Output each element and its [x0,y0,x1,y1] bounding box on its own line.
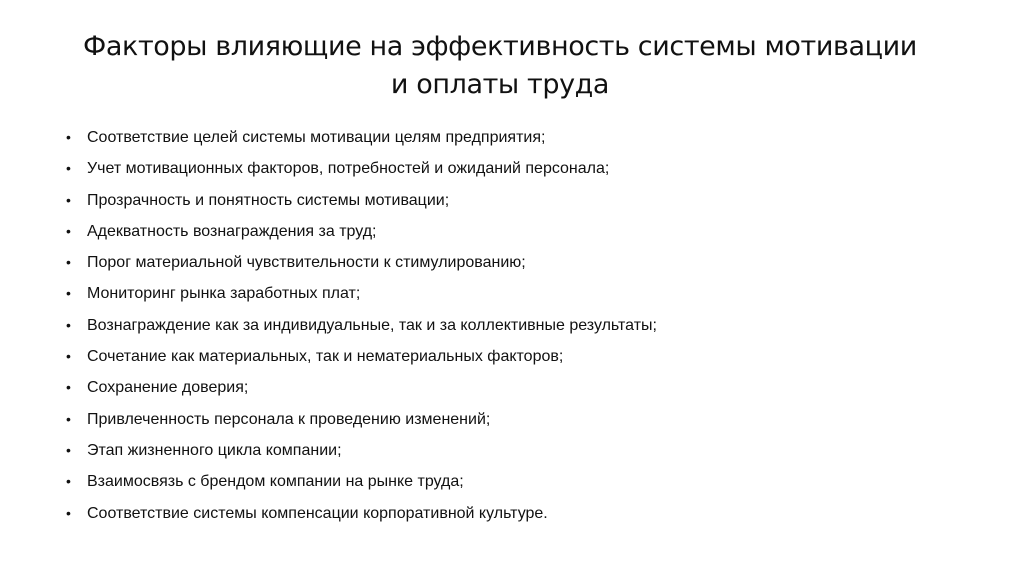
list-item-text: Соответствие целей системы мотивации целям предприятия; [87,129,546,146]
list-item [66,247,966,278]
bullet-icon: • [66,504,71,521]
list-item-text: Прозрачность и понятность системы мотивации; [87,191,450,209]
bullet-icon: • [66,348,71,365]
bullet-icon: • [66,160,71,177]
list-item [66,466,966,497]
bullet-icon: • [66,316,71,333]
title-line-2: и оплаты труда [390,69,610,100]
bullet-icon: • [66,222,71,239]
title-line-1: Факторы влияющие на эффективность системы мотивации [83,31,917,62]
bullet-icon: • [66,379,71,396]
bullet-icon: • [66,285,71,302]
list-item [66,153,966,184]
list-item [66,310,966,341]
slide-title [70,28,930,104]
list-item-text: Взаимосвязь с брендом компании на рынке труда; [87,473,464,491]
list-item [66,185,966,216]
list-item [66,122,966,153]
list-item-text: Сохранение доверия; [87,379,249,397]
bullet-icon: • [66,191,71,208]
list-item-text: Порог материальной чувствительности к стимулированию; [87,254,526,272]
bullet-icon: • [66,129,71,145]
list-item [66,341,966,372]
list-item [66,216,966,247]
list-item-text: Мониторинг рынка заработных плат; [87,285,361,303]
bullet-icon: • [66,441,71,458]
bullet-list [66,122,966,529]
list-item-text: Сочетание как материальных, так и нематериальных факторов; [87,348,564,366]
list-item-text: Вознаграждение как за индивидуальные, так и за коллективные результаты; [87,316,657,334]
list-item [66,435,966,466]
list-item-text: Привлеченность персонала к проведению изменений; [87,410,491,428]
list-item-text: Соответствие системы компенсации корпоративной культуре. [87,504,548,522]
bullet-icon: • [66,410,71,427]
bullet-icon: • [66,254,71,271]
list-item-text: Адекватность вознаграждения за труд; [87,222,377,240]
list-item-text: Этап жизненного цикла компании; [87,441,342,459]
list-item-text: Учет мотивационных факторов, потребностей и ожиданий персонала; [87,160,610,178]
list-item [66,278,966,309]
list-item [66,404,966,435]
list-item [66,372,966,403]
bullet-icon: • [66,473,71,490]
list-item [66,498,966,529]
